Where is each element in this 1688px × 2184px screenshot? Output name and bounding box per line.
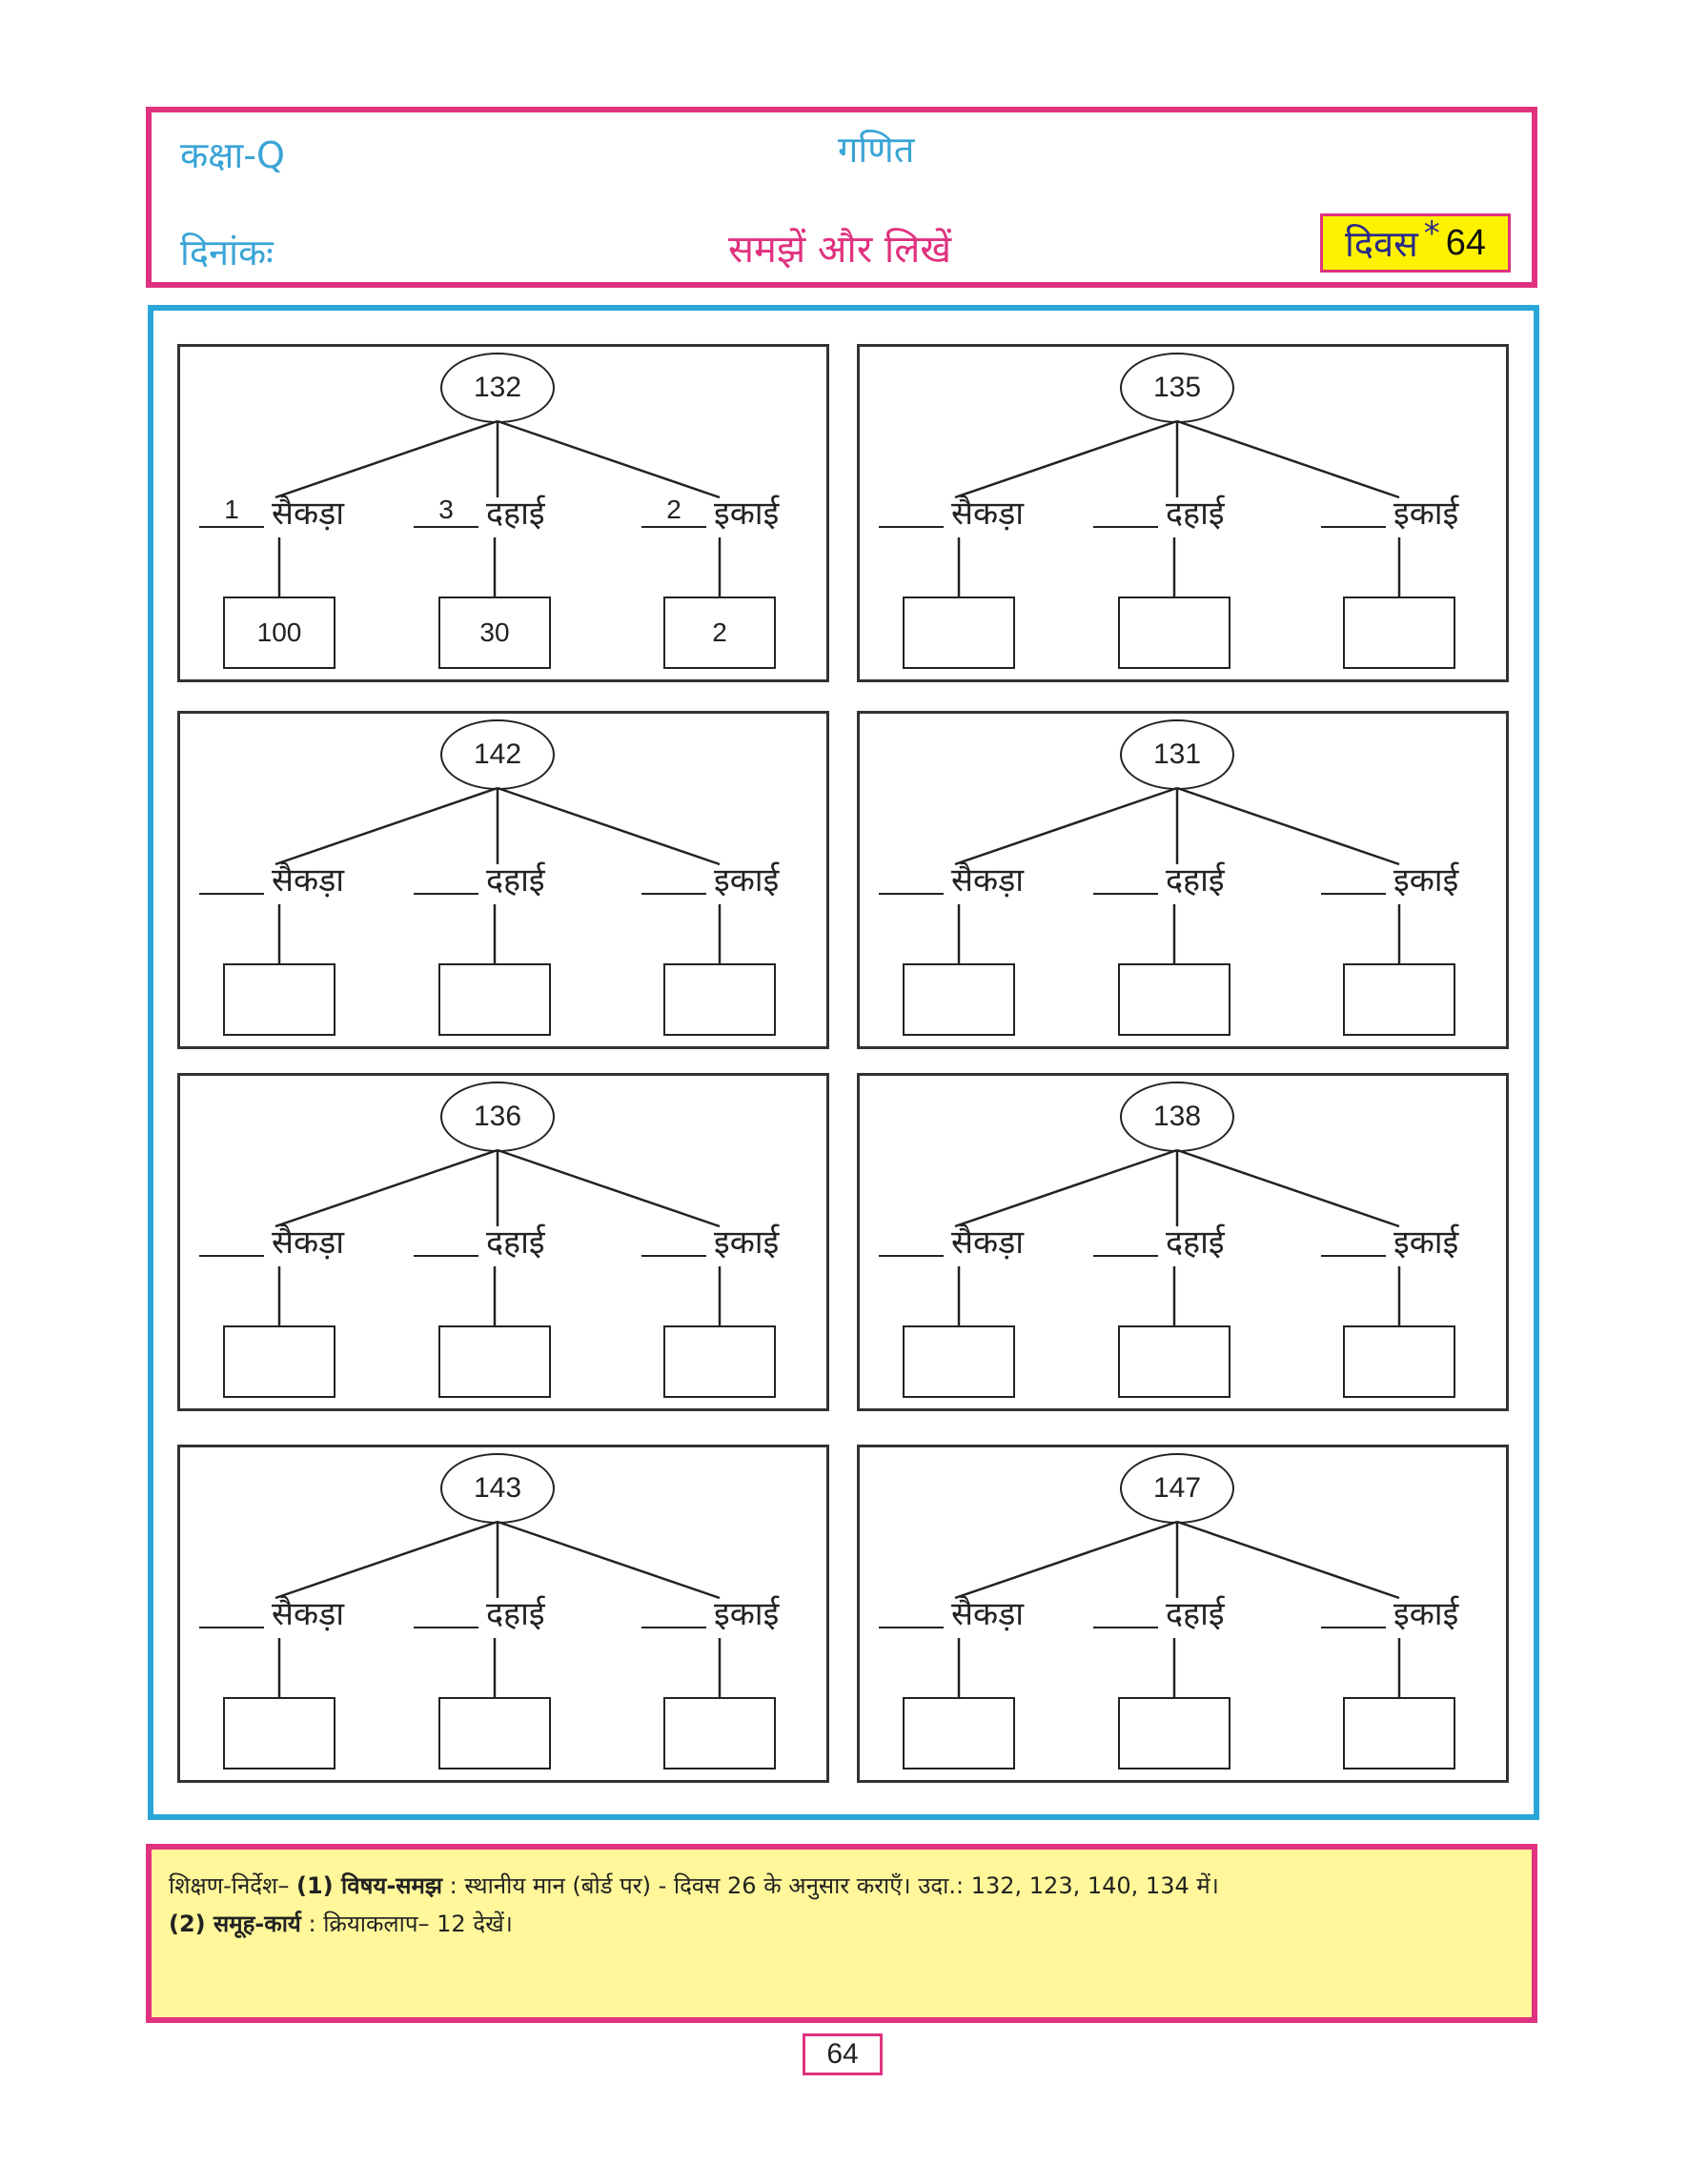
hundreds-value-box[interactable] <box>903 1325 1015 1398</box>
hundreds-digit-blank[interactable]: 1 <box>199 495 264 528</box>
tens-digit-blank[interactable] <box>1093 1224 1158 1257</box>
ones-label: इकाई <box>1393 861 1459 900</box>
hundreds-value-box[interactable] <box>223 1697 336 1769</box>
notes-line-2 <box>169 1905 1515 1943</box>
place-value-panel <box>177 711 829 1049</box>
tens-value-box[interactable]: 30 <box>438 597 551 669</box>
tens-digit-blank[interactable] <box>414 862 478 895</box>
hundreds-label: सैकड़ा <box>951 861 1025 900</box>
place-value-panel <box>177 1445 829 1783</box>
notes-line-1 <box>169 1867 1515 1905</box>
ones-label: इकाई <box>714 861 780 900</box>
hundreds-digit-blank[interactable] <box>879 1596 944 1628</box>
ones-digit-blank[interactable] <box>641 1596 706 1628</box>
tens-value-box[interactable] <box>1118 1325 1230 1398</box>
hundreds-place <box>879 857 1024 900</box>
hundreds-value-box[interactable] <box>903 1697 1015 1769</box>
tens-place <box>414 1590 545 1634</box>
tens-place <box>1093 1219 1225 1263</box>
place-value-panel <box>857 1073 1509 1411</box>
hundreds-digit-blank[interactable] <box>879 495 944 528</box>
branch-line-hundreds <box>955 788 1177 864</box>
branch-line-ones <box>498 1150 720 1226</box>
ones-digit-blank[interactable]: 2 <box>641 495 706 528</box>
tens-label: दहाई <box>1166 1595 1225 1633</box>
ones-value-box[interactable]: 2 <box>663 597 776 669</box>
tens-place <box>414 490 545 534</box>
hundreds-label: सैकड़ा <box>272 495 345 533</box>
worksheet-heading: समझें और लिखें <box>728 228 952 272</box>
tens-label: दहाई <box>486 1223 545 1262</box>
ones-digit-blank[interactable] <box>1321 862 1386 895</box>
tens-value-box[interactable] <box>438 1325 551 1398</box>
number-oval: 143 <box>440 1453 555 1524</box>
hundreds-digit-blank[interactable] <box>879 1224 944 1257</box>
tens-place <box>414 1219 545 1263</box>
hundreds-digit-blank[interactable] <box>199 1224 264 1257</box>
hundreds-place <box>199 857 344 900</box>
header-box <box>146 107 1537 288</box>
hundreds-label: सैकड़ा <box>951 1595 1025 1633</box>
exercise-frame <box>148 305 1539 1820</box>
ones-digit-blank[interactable] <box>641 862 706 895</box>
notes-prefix: शिक्षण-निर्देश– <box>169 1872 290 1899</box>
ones-place <box>1321 1590 1458 1634</box>
hundreds-value-box[interactable] <box>903 963 1015 1036</box>
branch-line-ones <box>1177 421 1399 497</box>
notes-item-1-text: : स्थानीय मान (बोर्ड पर) - दिवस 26 के अनुसार कराएँ। उदा.: 132, 123, 140, 134 में। <box>449 1872 1219 1899</box>
subject-title: गणित <box>838 129 915 171</box>
branch-line-hundreds <box>275 1150 498 1226</box>
tens-digit-blank[interactable] <box>414 1224 478 1257</box>
branch-line-hundreds <box>275 421 498 497</box>
hundreds-label: सैकड़ा <box>272 861 345 900</box>
tens-label: दहाई <box>486 861 545 900</box>
tens-label: दहाई <box>1166 495 1225 533</box>
ones-place <box>1321 1219 1458 1263</box>
branch-line-ones <box>1177 1150 1399 1226</box>
tens-digit-blank[interactable] <box>1093 1596 1158 1628</box>
hundreds-value-box[interactable] <box>223 963 336 1036</box>
ones-digit-blank[interactable] <box>641 1224 706 1257</box>
place-value-panel <box>857 711 1509 1049</box>
ones-label: इकाई <box>714 495 780 533</box>
branch-line-hundreds <box>955 1150 1177 1226</box>
number-oval: 131 <box>1120 719 1234 790</box>
ones-label: इकाई <box>1393 495 1459 533</box>
ones-label: इकाई <box>1393 1223 1459 1262</box>
hundreds-place <box>199 490 344 534</box>
branch-line-hundreds <box>955 1522 1177 1598</box>
ones-value-box[interactable] <box>663 1697 776 1769</box>
tens-value-box[interactable] <box>1118 963 1230 1036</box>
ones-value-box[interactable] <box>1343 1325 1455 1398</box>
ones-place <box>641 1219 779 1263</box>
branch-line-ones <box>498 421 720 497</box>
tens-label: दहाई <box>486 495 545 533</box>
branch-line-hundreds <box>275 1522 498 1598</box>
place-value-panel <box>857 344 1509 682</box>
hundreds-place <box>879 1219 1024 1263</box>
tens-label: दहाई <box>486 1595 545 1633</box>
tens-value-box[interactable] <box>438 1697 551 1769</box>
ones-digit-blank[interactable] <box>1321 1224 1386 1257</box>
hundreds-value-box[interactable] <box>903 597 1015 669</box>
ones-place <box>641 1590 779 1634</box>
day-label: दिवस <box>1344 223 1418 265</box>
tens-place <box>1093 857 1225 900</box>
tens-label: दहाई <box>1166 861 1225 900</box>
hundreds-digit-blank[interactable] <box>199 862 264 895</box>
number-oval: 132 <box>440 353 555 423</box>
ones-label: इकाई <box>714 1595 780 1633</box>
number-oval: 142 <box>440 719 555 790</box>
tens-digit-blank[interactable] <box>1093 495 1158 528</box>
teaching-notes <box>146 1844 1537 2023</box>
ones-digit-blank[interactable] <box>1321 495 1386 528</box>
page-number: 64 <box>803 2033 883 2075</box>
hundreds-place <box>199 1590 344 1634</box>
branch-line-ones <box>1177 788 1399 864</box>
star-icon: * <box>1423 214 1440 253</box>
tens-value-box[interactable] <box>438 963 551 1036</box>
hundreds-value-box[interactable] <box>223 1325 336 1398</box>
hundreds-place <box>199 1219 344 1263</box>
branch-line-hundreds <box>955 421 1177 497</box>
hundreds-label: सैकड़ा <box>951 495 1025 533</box>
place-value-panel <box>177 344 829 682</box>
tens-place <box>1093 1590 1225 1634</box>
hundreds-digit-blank[interactable] <box>879 862 944 895</box>
tens-value-box[interactable] <box>1118 597 1230 669</box>
tens-place <box>414 857 545 900</box>
day-number: 64 <box>1445 222 1487 263</box>
hundreds-label: सैकड़ा <box>272 1595 345 1633</box>
ones-place <box>1321 490 1458 534</box>
date-label: दिनांकः <box>180 232 274 273</box>
ones-value-box[interactable] <box>663 1325 776 1398</box>
hundreds-place <box>879 1590 1024 1634</box>
branch-line-ones <box>498 1522 720 1598</box>
ones-place <box>641 490 779 534</box>
notes-item-2-text: : क्रियाकलाप– 12 देखें। <box>308 1911 513 1937</box>
class-label: कक्षा-Q <box>180 134 285 176</box>
day-badge <box>1320 213 1511 273</box>
tens-value-box[interactable] <box>1118 1697 1230 1769</box>
ones-label: इकाई <box>714 1223 780 1262</box>
ones-place <box>1321 857 1458 900</box>
tens-digit-blank[interactable]: 3 <box>414 495 478 528</box>
branch-line-ones <box>498 788 720 864</box>
place-value-panel <box>177 1073 829 1411</box>
place-value-panel <box>857 1445 1509 1783</box>
ones-place <box>641 857 779 900</box>
tens-digit-blank[interactable] <box>1093 862 1158 895</box>
tens-label: दहाई <box>1166 1223 1225 1262</box>
number-oval: 135 <box>1120 353 1234 423</box>
branch-line-hundreds <box>275 788 498 864</box>
number-oval: 138 <box>1120 1082 1234 1152</box>
ones-label: इकाई <box>1393 1595 1459 1633</box>
ones-value-box[interactable] <box>1343 963 1455 1036</box>
hundreds-digit-blank[interactable] <box>199 1596 264 1628</box>
ones-value-box[interactable] <box>1343 1697 1455 1769</box>
notes-item-2-title: (2) समूह-कार्य <box>169 1911 301 1937</box>
notes-item-1-title: (1) विषय-समझ <box>296 1872 443 1899</box>
ones-value-box[interactable] <box>663 963 776 1036</box>
hundreds-value-box[interactable]: 100 <box>223 597 336 669</box>
tens-place <box>1093 490 1225 534</box>
hundreds-label: सैकड़ा <box>272 1223 345 1262</box>
ones-digit-blank[interactable] <box>1321 1596 1386 1628</box>
hundreds-label: सैकड़ा <box>951 1223 1025 1262</box>
number-oval: 136 <box>440 1082 555 1152</box>
hundreds-place <box>879 490 1024 534</box>
ones-value-box[interactable] <box>1343 597 1455 669</box>
tens-digit-blank[interactable] <box>414 1596 478 1628</box>
branch-line-ones <box>1177 1522 1399 1598</box>
number-oval: 147 <box>1120 1453 1234 1524</box>
